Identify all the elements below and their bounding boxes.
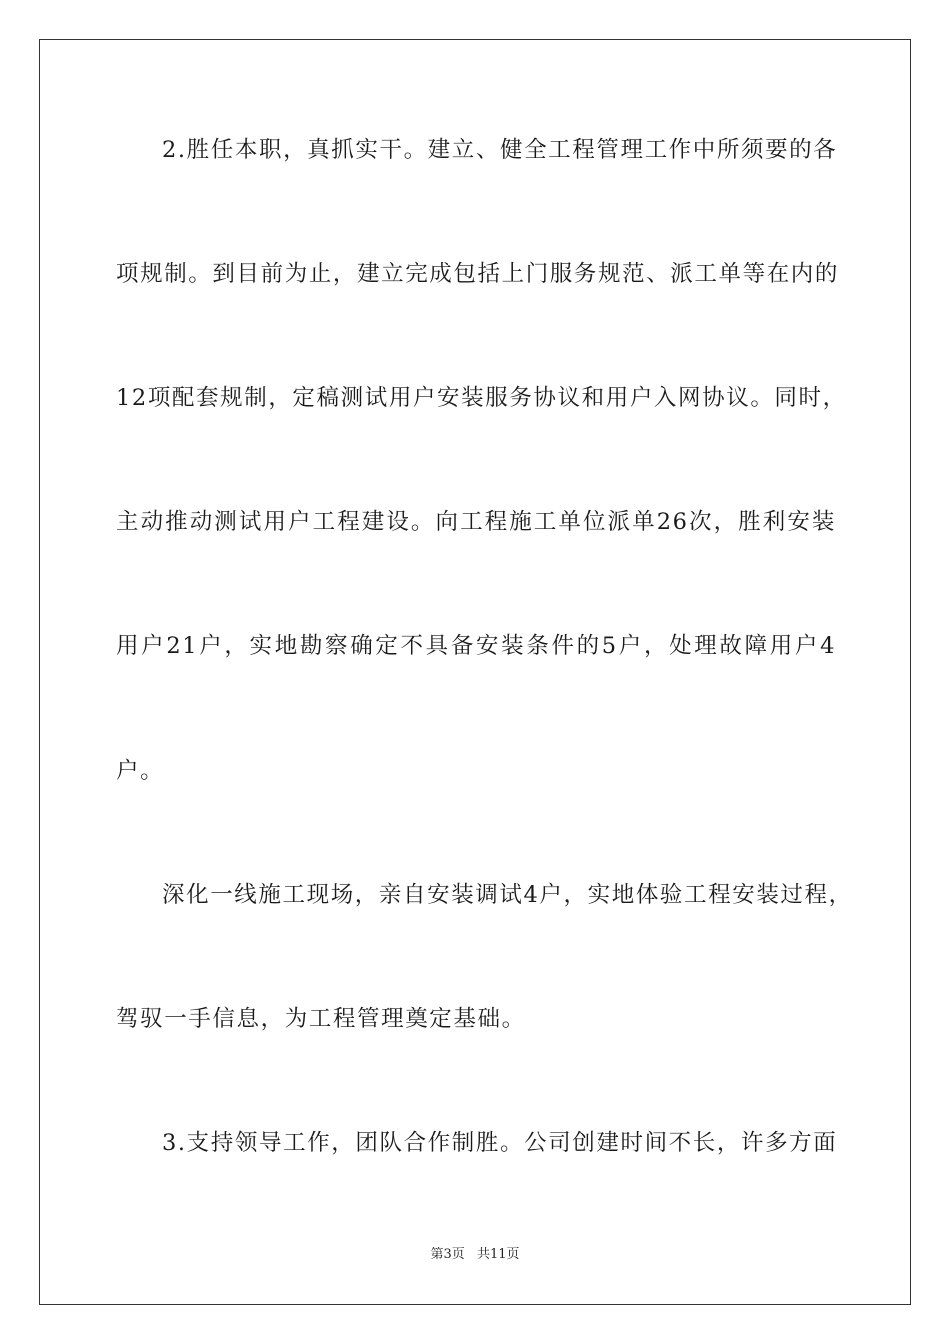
paragraph-line-9: 3.支持领导工作，团队合作制胜。公司创建时间不长，许多方面 bbox=[162, 1130, 838, 1156]
page-number-total: 共11页 bbox=[476, 1247, 520, 1262]
paragraph-line-2: 项规制。到目前为止，建立完成包括上门服务规范、派工单等在内的 bbox=[116, 261, 840, 287]
paragraph-line-3: 12项配套规制，定稿测试用户安装服务协议和用户入网协议。同时， bbox=[116, 385, 847, 411]
paragraph-line-6: 户。 bbox=[116, 758, 165, 784]
paragraph-line-8: 驾驭一手信息，为工程管理奠定基础。 bbox=[116, 1006, 526, 1032]
paragraph-line-7: 深化一线施工现场，亲自安装调试4户，实地体验工程安装过程， bbox=[162, 882, 853, 908]
page-frame bbox=[39, 39, 911, 1305]
page-footer bbox=[0, 1247, 950, 1263]
paragraph-line-1: 2.胜任本职，真抓实干。建立、健全工程管理工作中所须要的各 bbox=[162, 137, 838, 163]
page-number-current: 第3页 bbox=[430, 1247, 465, 1262]
paragraph-line-4: 主动推动测试用户工程建设。向工程施工单位派单26次，胜利安装 bbox=[116, 509, 836, 535]
paragraph-line-5: 用户21户，实地勘察确定不具备安装条件的5户，处理故障用户4 bbox=[116, 633, 836, 659]
